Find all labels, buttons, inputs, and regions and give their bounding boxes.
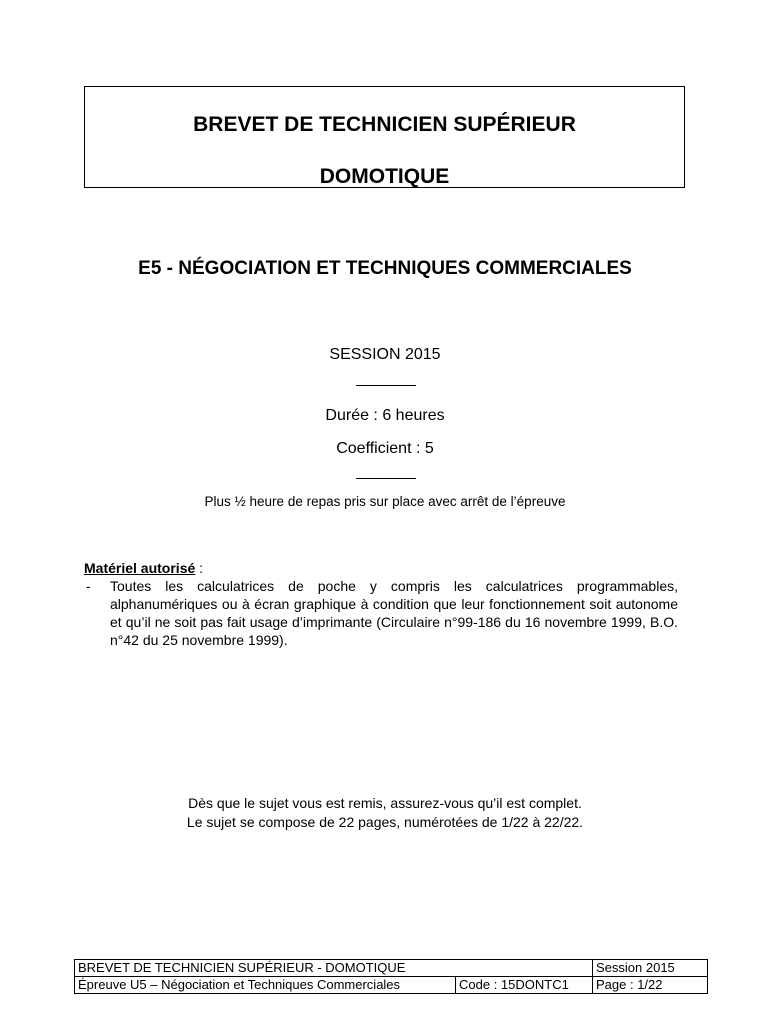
instruction-check: Dès que le sujet vous est remis, assurez-vous qu’il est complet. [188,795,582,811]
authorized-material-heading: Matériel autorisé [84,560,196,576]
list-dash: - [86,578,91,594]
footer-diploma: BREVET DE TECHNICIEN SUPÉRIEUR - DOMOTIQUE [75,960,593,977]
instruction-pages: Le sujet se compose de 22 pages, numérotées de 1/22 à 22/22. [186,814,584,830]
separator-bottom [356,478,416,479]
footer-page: Page : 1/22 [593,977,708,994]
exam-title: E5 - NÉGOCIATION ET TECHNIQUES COMMERCIALES [138,258,632,279]
footer-exam: Épreuve U5 – Négociation et Techniques Commerciales [75,977,456,994]
footer-row-1 [75,960,708,977]
separator-top [356,385,416,386]
authorized-material-heading-line [84,559,678,577]
authorized-material-section [84,559,678,649]
specialty-title: DOMOTIQUE [319,165,450,188]
footer-session: Session 2015 [593,960,708,977]
coefficient-label: Coefficient : 5 [336,440,434,457]
authorized-material-item [84,577,678,649]
title-box [84,86,685,188]
footer-code: Code : 15DONTC1 [456,977,593,994]
authorized-material-text: Toutes les calculatrices de poche y compris les calculatrices programmables, alphanumériques ou à écran graphique à condition que leur fonctionnement soit autonome et qu’il ne soit pas fait usage d’imprimante (Circulaire n°99-186 du 16 novembre 1999, B.O. n°42 du 25 novembre 1999). [110,578,678,648]
footer-table [74,959,708,994]
duration-label: Durée : 6 heures [325,407,445,424]
meal-note: Plus ½ heure de repas pris sur place avec arrêt de l’épreuve [204,494,566,509]
session-label: SESSION 2015 [329,346,441,363]
heading-colon: : [195,560,204,576]
diploma-title: BREVET DE TECHNICIEN SUPÉRIEUR [193,113,576,136]
footer-row-2 [75,977,708,994]
